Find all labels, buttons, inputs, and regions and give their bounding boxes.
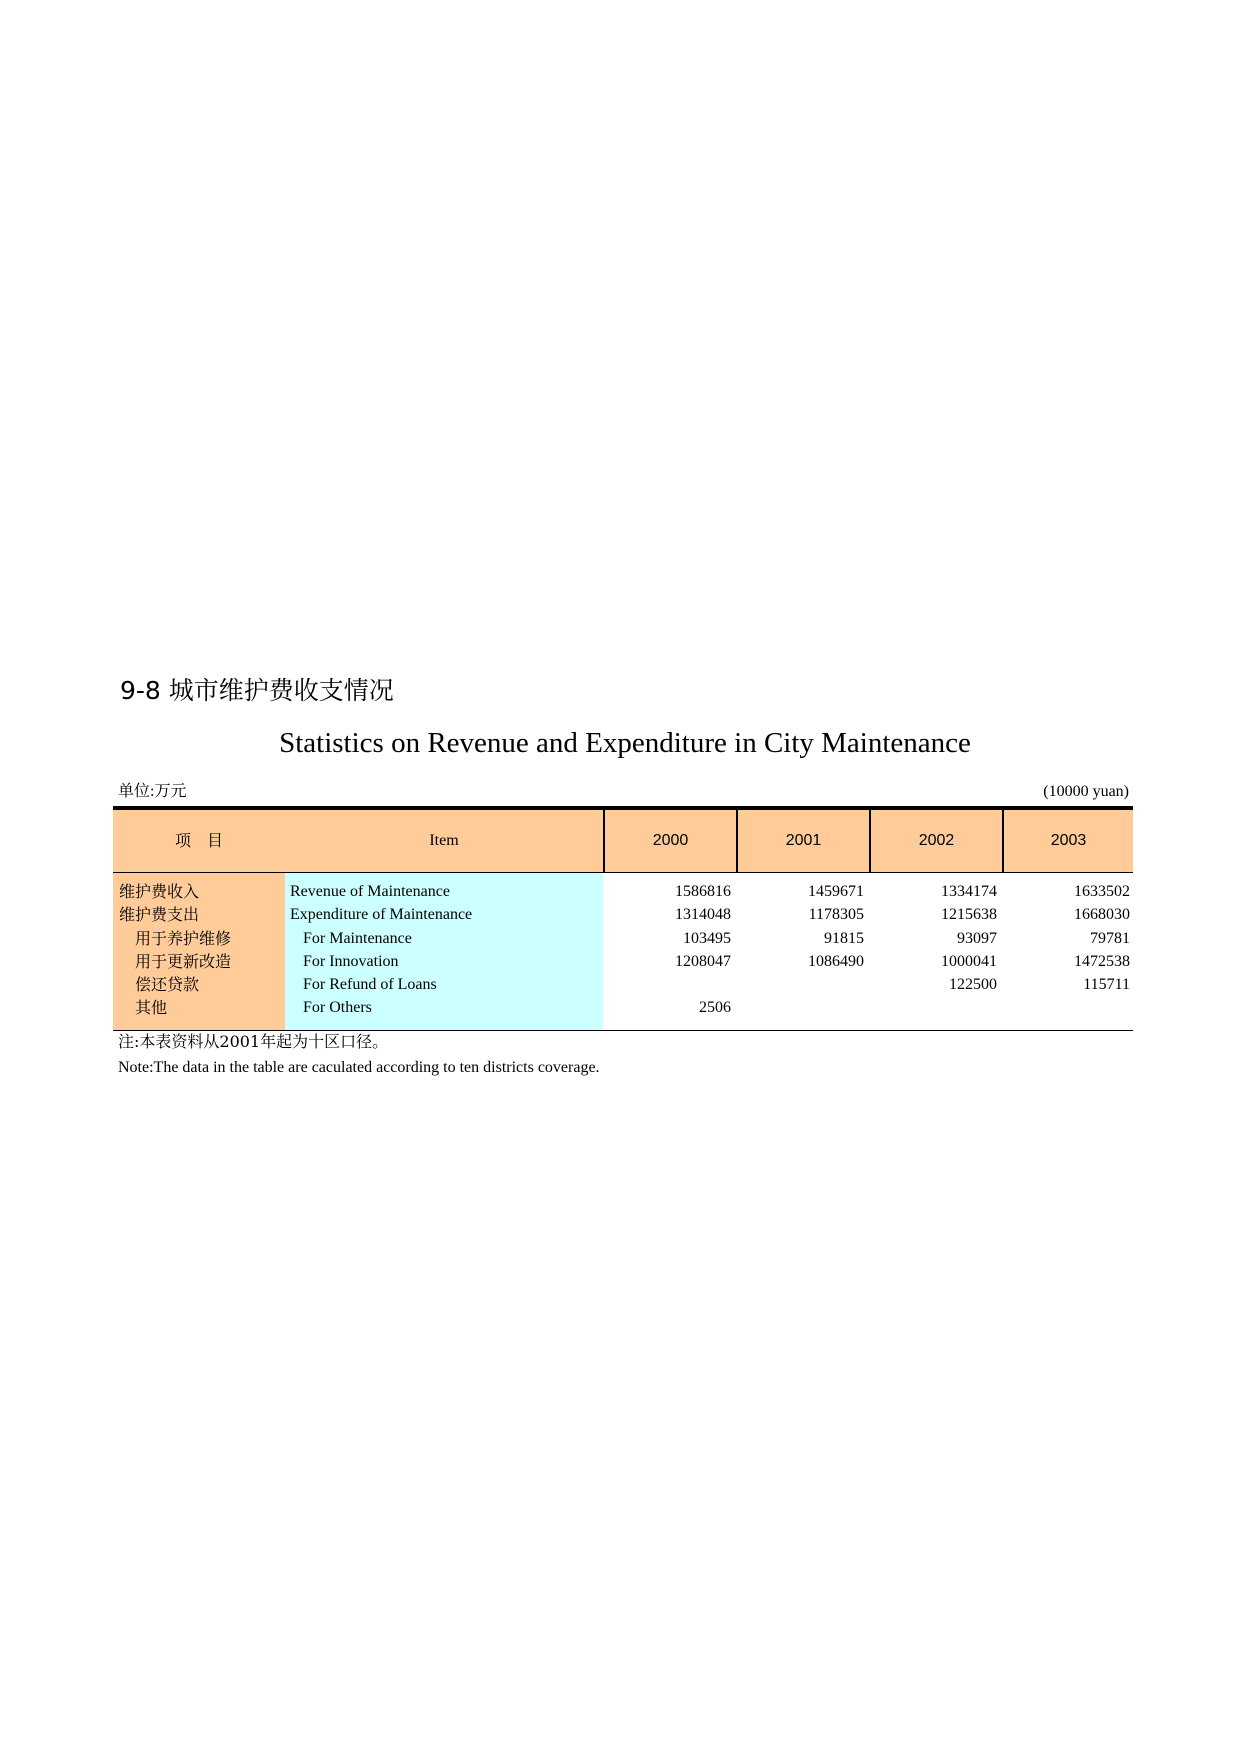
row-label-english: Revenue of Maintenance [290, 883, 450, 900]
cell-value: 1334174 [941, 883, 997, 900]
cell-value: 1633502 [1074, 883, 1130, 900]
cell-value: 79781 [1090, 929, 1130, 947]
row-label-chinese: 用于养护维修 [135, 928, 232, 948]
cell-value: 91815 [824, 929, 864, 947]
table-row [113, 996, 1133, 1019]
cell-value: 1215638 [941, 906, 997, 924]
cell-value: 1208047 [675, 952, 731, 970]
table-row [113, 903, 1133, 926]
row-label-english: Expenditure of Maintenance [290, 906, 473, 924]
footnote-english: Note:The data in the table are caculated according to ten districts coverage. [118, 1059, 600, 1076]
footnote-chinese: 注:本表资料从2001年起为十区口径。 [118, 1032, 389, 1051]
header-item-english: Item [429, 832, 459, 849]
row-label-chinese: 偿还贷款 [135, 975, 200, 995]
cell-value: 1178305 [808, 906, 864, 924]
row-label-chinese: 用于更新改造 [135, 951, 232, 971]
cell-value: 103495 [683, 929, 731, 947]
table-title-chinese: 9-8 城市维护费收支情况 [120, 676, 394, 705]
header-item-chinese: 项 目 [174, 831, 223, 850]
row-label-chinese: 维护费收入 [119, 882, 200, 901]
header-year-2003: 2003 [1050, 832, 1087, 849]
unit-label-chinese: 单位:万元 [118, 783, 187, 800]
cell-value: 1472538 [1074, 952, 1130, 970]
table-header [113, 810, 1133, 873]
cell-value: 115711 [1083, 976, 1130, 994]
row-label-chinese: 维护费支出 [119, 905, 200, 925]
header-year-2001: 2001 [785, 832, 822, 849]
cell-value: 93097 [957, 929, 997, 947]
table-row [113, 927, 1133, 950]
row-label-chinese: 其他 [135, 998, 168, 1018]
row-label-english: For Others [303, 999, 372, 1017]
cell-value: 2506 [699, 999, 731, 1017]
unit-label-english: (10000 yuan) [1043, 783, 1129, 800]
table-body [113, 880, 1133, 1020]
cell-value: 1586816 [675, 883, 731, 900]
row-label-english: For Innovation [303, 952, 399, 970]
table-row [113, 950, 1133, 973]
cell-value: 1000041 [941, 952, 997, 970]
table-title-english: Statistics on Revenue and Expenditure in City Maintenance [279, 727, 971, 759]
cell-value: 122500 [949, 976, 997, 994]
row-label-english: For Refund of Loans [303, 976, 437, 994]
cell-value: 1086490 [808, 952, 864, 970]
cell-value: 1668030 [1074, 906, 1130, 924]
table-row [113, 880, 1133, 903]
header-year-2000: 2000 [652, 832, 689, 849]
cell-value: 1314048 [675, 906, 731, 924]
header-year-2002: 2002 [918, 832, 955, 849]
table-row [113, 973, 1133, 996]
row-label-english: For Maintenance [303, 929, 412, 947]
cell-value: 1459671 [808, 883, 864, 900]
